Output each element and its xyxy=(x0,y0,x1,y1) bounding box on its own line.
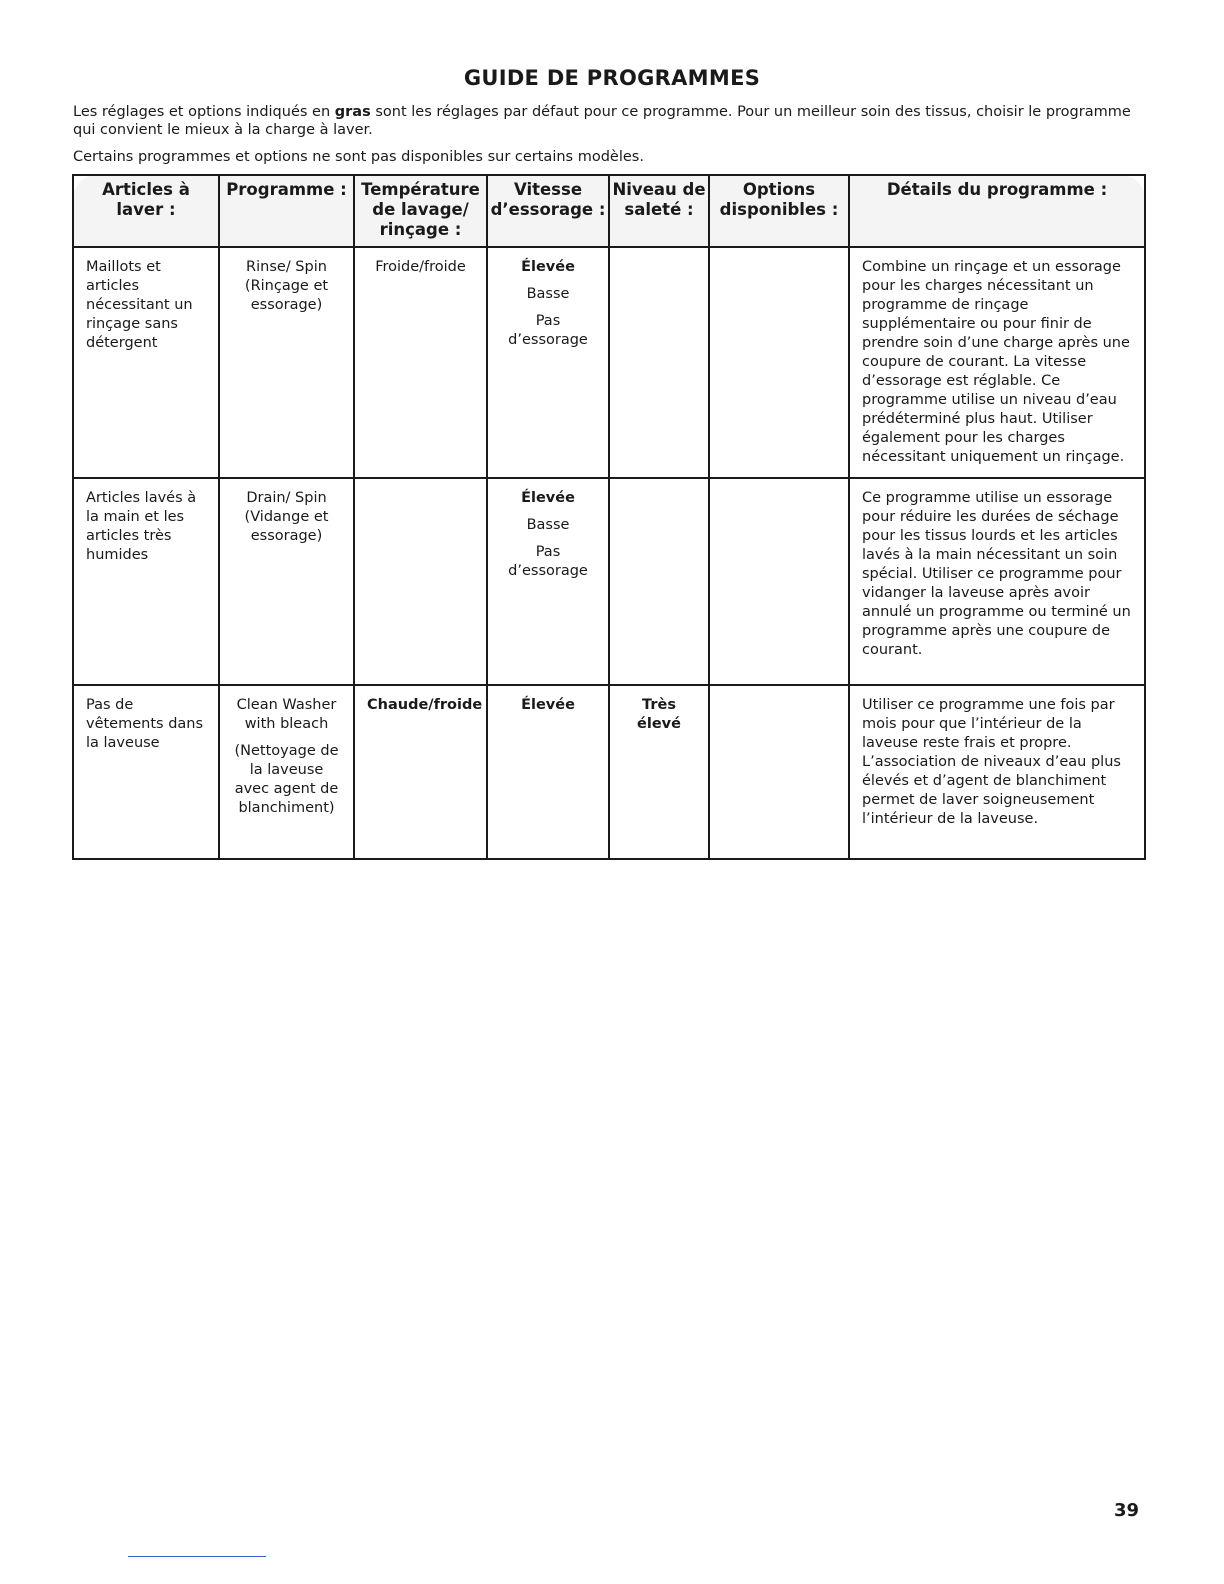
cell-temperature: Chaude/froide xyxy=(354,685,487,859)
intro-text-before: Les réglages et options indiqués en xyxy=(73,104,335,120)
cell-soil-level xyxy=(609,478,709,685)
header-articles: Articles à laver : xyxy=(73,175,219,247)
speed-option: Pas d’essorage xyxy=(508,313,588,348)
speed-option: Basse xyxy=(526,517,570,533)
cell-details: Combine un rinçage et un essorage pour les charges nécessitant un programme de rinçage supplémentaire ou pour finir de prendre soin d’une charge après une coupure de courant. La vitesse d’essorage est réglable. Ce programme utilise un niveau d’eau prédéterminé plus haut. Utiliser également pour les charges nécessitant uniquement un rinçage. xyxy=(849,247,1145,478)
table-row xyxy=(73,247,1145,478)
cell-soil-level: Très élevé xyxy=(609,685,709,859)
table-row xyxy=(73,685,1145,859)
cell-options xyxy=(709,685,849,859)
cell-temperature xyxy=(354,478,487,685)
speed-option: Basse xyxy=(526,286,570,302)
cell-programme: Drain/ Spin (Vidange et essorage) xyxy=(219,478,354,685)
page-number: 39 xyxy=(1114,1500,1140,1521)
table-header-row xyxy=(73,175,1145,247)
header-programme: Programme : xyxy=(219,175,354,247)
header-soil-level: Niveau de saleté : xyxy=(609,175,709,247)
speed-default: Élevée xyxy=(521,259,575,275)
cell-options xyxy=(709,247,849,478)
table-row xyxy=(73,478,1145,685)
cell-articles: Pas de vêtements dans la laveuse xyxy=(73,685,219,859)
availability-note: Certains programmes et options ne sont pas disponibles sur certains modèles. xyxy=(73,149,644,165)
program-guide-table xyxy=(72,174,1146,860)
cell-details: Ce programme utilise un essorage pour réduire les durées de séchage pour les tissus lourds et les articles lavés à la main nécessitant un soin spécial. Utiliser ce programme pour vidanger la laveuse après avoir annulé un programme ou terminé un programme après une coupure de courant. xyxy=(849,478,1145,685)
intro-paragraph xyxy=(73,103,1133,139)
programme-name: Clean Washer with bleach xyxy=(236,697,337,732)
intro-bold-word: gras xyxy=(334,104,371,120)
header-spin-speed: Vitesse d’essorage : xyxy=(487,175,609,247)
speed-option: Pas d’essorage xyxy=(508,544,588,579)
header-temperature: Température de lavage/ rinçage : xyxy=(354,175,487,247)
cell-programme xyxy=(219,685,354,859)
speed-default: Élevée xyxy=(521,490,575,506)
intro-text-after: sont les réglages par défaut pour ce programme. Pour un meilleur soin des tissus, choisir le programme qui convient le mieux à la charge à laver. xyxy=(73,104,1131,138)
header-options: Options disponibles : xyxy=(709,175,849,247)
cell-articles: Articles lavés à la main et les articles très humides xyxy=(73,478,219,685)
cell-spin-speed xyxy=(487,478,609,685)
cell-programme: Rinse/ Spin (Rinçage et essorage) xyxy=(219,247,354,478)
speed-default: Élevée xyxy=(521,697,575,713)
cell-soil-level xyxy=(609,247,709,478)
cell-spin-speed xyxy=(487,247,609,478)
header-details: Détails du programme : xyxy=(849,175,1145,247)
programme-translation: (Nettoyage de la laveuse avec agent de blanchiment) xyxy=(234,743,339,816)
cell-articles: Maillots et articles nécessitant un rinçage sans détergent xyxy=(73,247,219,478)
cell-spin-speed xyxy=(487,685,609,859)
page-title: GUIDE DE PROGRAMMES xyxy=(463,66,761,90)
cell-options xyxy=(709,478,849,685)
cell-details: Utiliser ce programme une fois par mois pour que l’intérieur de la laveuse reste frais et propre. L’association de niveaux d’eau plus élevés et d’agent de blanchiment permet de laver soigneusement l’intérieur de la laveuse. xyxy=(849,685,1145,859)
cell-temperature: Froide/froide xyxy=(354,247,487,478)
footer-rule xyxy=(128,1556,266,1557)
